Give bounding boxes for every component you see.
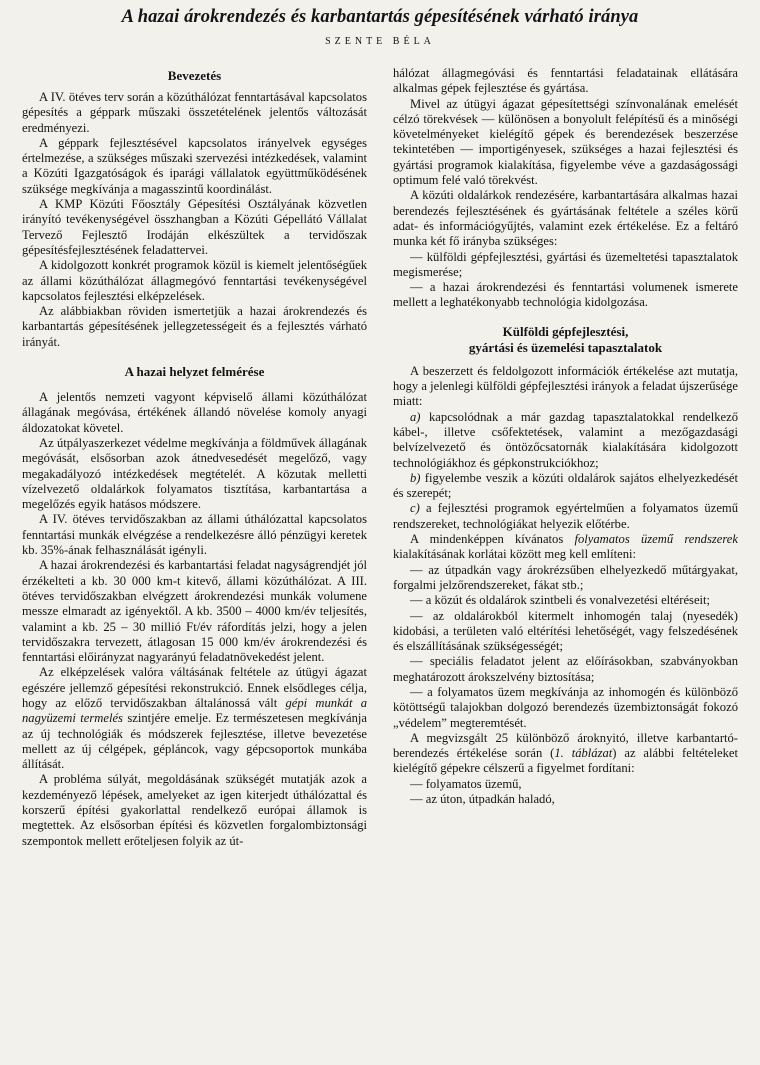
paragraph: Az alábbiakban röviden ismertetjük a hazai árokrendezés és karbantartás gépesítésének jellegzetességeit és a fejlesztés várható irányát. xyxy=(22,304,367,349)
dash-item: — folyamatos üzemű, xyxy=(410,776,522,791)
dash-item: — a hazai árokrendezési és fenntartási volumenek ismerete mellett a leghatékonyabb technológia kidolgozása. xyxy=(393,280,738,310)
text-run: szintjére emelje. Ez természetesen megkívánja az új technológiák és módszerek fejlesztése, illetve bevezetése mellett az új célgépek, gépláncok, vagy gépcsoportok munkába állítását. xyxy=(22,711,367,772)
text-run: kapcsolódnak a már gazdag tapasztalatokkal rendelkező kábel-, illetve csőfektetések, valamint a mezőgazdasági belvízelvezető és öntözőcsatornák kialakítására kidolgozott technológiákhoz és gépkonstrukciókhoz; xyxy=(393,409,738,470)
paragraph: Mivel az útügyi ágazat gépesítettségi színvonalának emelését célzó törekvések — különösen a bonyolult felépítésű és a minőségi követelményeket kielégítő gépek és berendezések beszerzése tekintetében — importigényesek, szükséges a hazai fejlesztési és gyártási programok kialakítása, figyelembe véve a gazdaságossági optimum felé való törekvést. xyxy=(393,96,738,188)
list-item-b xyxy=(393,471,738,502)
text-run: figyelembe veszik a közúti oldalárok sajátos elhelyezkedését és szerepét; xyxy=(393,470,738,501)
heading-line: gyártási és üzemelési tapasztalatok xyxy=(468,339,663,355)
paragraph: A kidolgozott konkrét programok közül is kiemelt jelentőségűek az állami közúthálózat állagmegóvó fenntartási tevékenységével kapcsolatos fejlesztési elképzelések. xyxy=(22,258,367,303)
article-body xyxy=(22,66,738,1065)
section-heading-kulfoldi xyxy=(393,324,738,356)
text-run: A megvizsgált 25 különböző ároknyitó, illetve karbantartó-berendezés értékelése során ( xyxy=(393,730,738,761)
paragraph: A IV. ötéves tervidőszakban az állami úthálózattal kapcsolatos fenntartási munkák elvégzése a rendelkezésre álló pénzügyi keretek kb. 35%-ának felhasználását igényli. xyxy=(22,512,367,558)
text-run: kialakításának korlátai között meg kell említeni: xyxy=(393,547,637,562)
paragraph: A IV. ötéves terv során a közúthálózat fenntartásával kapcsolatos gépesítés a géppark műszaki összetételének jelentős változását eredményezi. xyxy=(22,90,367,135)
dash-item: — a közút és oldalárok szintbeli és vonalvezetési eltéréseit; xyxy=(410,593,711,608)
dash-item: — az oldalárokból kitermelt inhomogén talaj (nyesedék) kidobási, a területen való eltérítési lehetőségét, vagy felszedésének és elszállításának szükségességét; xyxy=(393,608,738,654)
paragraph: A beszerzett és feldolgozott információk értékelése azt mutatja, hogy a jelenlegi külföldi gépfejlesztési irányok a feladat újszerűsége miatt: xyxy=(393,363,738,409)
text-run: ) az alábbi feltételeket kielégítő gépekre célszerű a figyelmet fordítani: xyxy=(393,746,738,776)
paragraph: A KMP Közúti Főosztály Gépesítési Osztályának közvetlen irányító tevékenységével összhangban a Közúti Gépellátó Vállalat Tervező Fejlesztő Irodáján elkészültek a tervidőszak gépesítésfejlesztésének feladattervei. xyxy=(22,197,367,257)
dash-item: — az úton, útpadkán haladó, xyxy=(410,792,555,807)
italic-emphasis: 1. táblázat xyxy=(554,746,613,761)
text-run: a fejlesztési programok egyértelműen a folyamatos üzemű rendszereket, technológiákat helyezik előtérbe. xyxy=(393,501,738,531)
list-label: b) xyxy=(410,470,421,485)
paragraph: A jelentős nemzeti vagyont képviselő állami közúthálózat állagának megóvása, értékének állandó növelése komoly anyagi áldozatokat követel. xyxy=(22,390,367,435)
list-label: c) xyxy=(410,501,420,516)
paragraph-continued: hálózat állagmegóvási és fenntartási feladatainak ellátására alkalmas gépek fejlesztése és gyártása. xyxy=(393,66,738,96)
italic-emphasis: folyamatos üzemű rendszerek xyxy=(574,532,738,547)
section-heading-bevezetes: Bevezetés xyxy=(167,68,222,83)
list-item-c xyxy=(393,501,738,532)
section-heading-helyzet: A hazai helyzet felmérése xyxy=(124,364,265,380)
dash-item: — a folyamatos üzem megkívánja az inhomogén és különböző kötöttségű talajokban dolgozó berendezés üzembiztonságát fokozó „védelem” megteremtését. xyxy=(393,684,738,730)
paragraph: A közúti oldalárkok rendezésére, karbantartására alkalmas hazai berendezés fejlesztésének és gyártásának feltétele a széles körű adat- és információgyűjtés, valamint ezek értékelése. Ez a feltáró munka két fő irányba szükséges: xyxy=(393,188,738,249)
paragraph: A hazai árokrendezési és karbantartási feladat nagyságrendjét jól érzékelteti a kb. 30 000 km-t kitevő, állami közúthálózat. A III. ötéves tervidőszakban elvégzett árokrendezési munkák volumene messze elmaradt az igényektől. A kb. 3500 – 4000 km/év teljesítés, valamint a kb. 25 – 30 millió Ft/év ráfordítás jelzi, hogy a jelen tervidőszakra tervezett, átlagosan 15 000 km/év árokrendezési és fenntartási előirányzat nagyarányú feladatnövekedést jelent. xyxy=(22,558,367,665)
paragraph: Az útpályaszerkezet védelme megkívánja a földművek állagának megóvását, elsősorban azok átnedvesedését megelőző, vagy megakadályozó intézkedések megtételét. A közutak melletti vízelvezető oldalárkok folyamatos tisztítása, karbantartása a megelőzés egyik hatásos módszere. xyxy=(22,435,367,512)
paragraph xyxy=(393,731,738,777)
text-run: Az elképzelések valóra váltásának feltétele az útügyi ágazat egészére jellemző gépesítési rekonstrukció. Ennek elsődleges célja, hogy az előző tervidőszakban általánossá vált xyxy=(22,665,367,710)
italic-emphasis: gépi munkát a nagyüzemi termelés xyxy=(22,695,367,726)
list-label: a) xyxy=(410,409,421,424)
paragraph xyxy=(22,665,367,772)
article-title: A hazai árokrendezés és karbantartás gépesítésének várható iránya xyxy=(121,7,639,27)
right-column xyxy=(393,66,738,1065)
article-author: SZENTE BÉLA xyxy=(325,36,435,47)
paragraph: A probléma súlyát, megoldásának szükségét mutatják azok a kezdeményező lépések, amelyeket az igen kiterjedt úthálózattal és korszerű építési gyakorlattal rendelkező európai államok is megtettek. Az elsősorban építési és közvetlen forgalombiztonsági szempontok mellett erőteljesen folyik az út- xyxy=(22,772,367,848)
paragraph xyxy=(393,532,738,563)
text-run: A mindenképpen kívánatos xyxy=(410,532,575,547)
left-column xyxy=(22,66,367,1065)
heading-line: Külföldi gépfejlesztési, xyxy=(502,323,629,339)
dash-item: — speciális feladatot jelent az előírásokban, szabványokban meghatározott árokszelvény biztosítása; xyxy=(393,654,738,684)
list-item-a xyxy=(393,410,738,471)
dash-item: — külföldi gépfejlesztési, gyártási és üzemeltetési tapasztalatok megismerése; xyxy=(393,249,738,279)
dash-item: — az útpadkán vagy árokrézsűben elhelyezkedő műtárgyakat, forgalmi jelzőrendszereket, fákat stb.; xyxy=(393,562,738,592)
paragraph: A géppark fejlesztésével kapcsolatos irányelvek egységes értelmezése, a szükséges műszaki szervezési intézkedések, valamint a Közúti Igazgatóságok és iparági vállalatok együttműködésének szüksége megkívánja a magasszintű koordinálást. xyxy=(22,135,367,196)
